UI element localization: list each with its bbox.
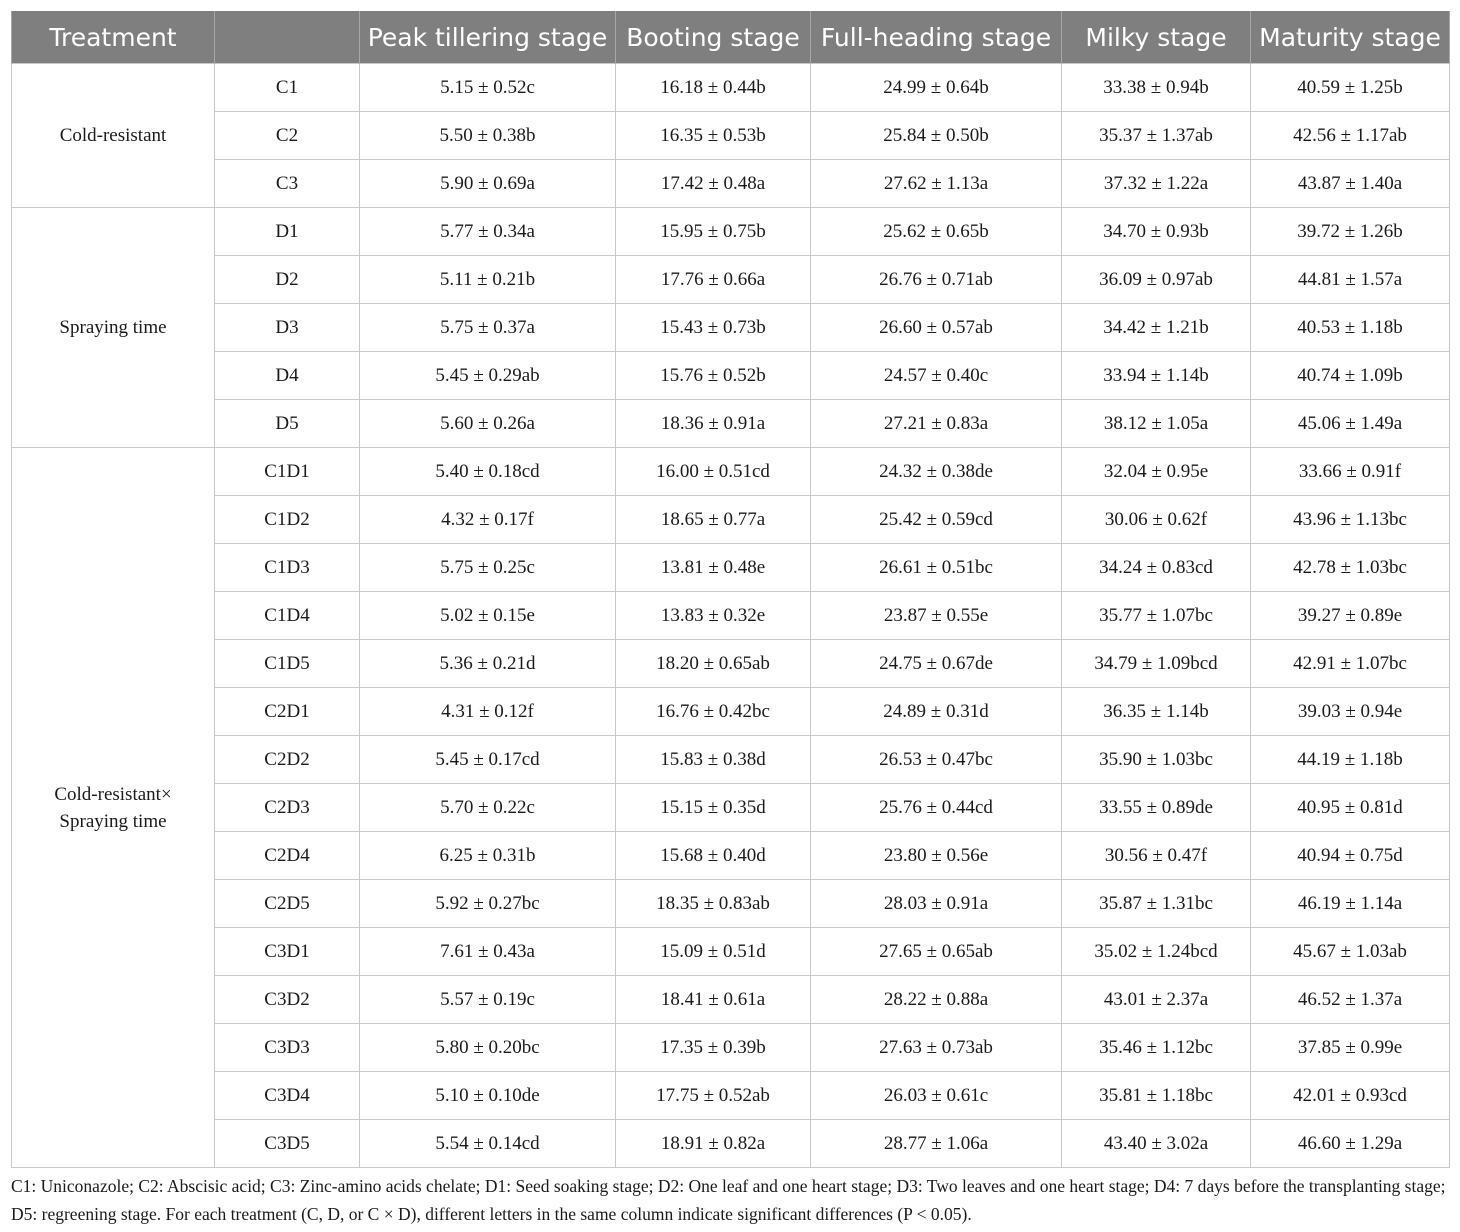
value-cell: 16.35 ± 0.53b [616,112,811,160]
value-cell: 42.56 ± 1.17ab [1251,112,1450,160]
header-full-heading: Full-heading stage [811,11,1062,64]
value-cell: 30.56 ± 0.47f [1062,832,1251,880]
table-row [12,496,1450,544]
value-cell: 26.61 ± 0.51bc [811,544,1062,592]
value-cell: 40.59 ± 1.25b [1251,64,1450,112]
value-cell: 25.62 ± 0.65b [811,208,1062,256]
value-cell: 43.40 ± 3.02a [1062,1120,1251,1168]
value-cell: 15.95 ± 0.75b [616,208,811,256]
value-cell: 28.03 ± 0.91a [811,880,1062,928]
treatment-code-cell: C1D2 [215,496,360,544]
value-cell: 28.77 ± 1.06a [811,1120,1062,1168]
value-cell: 5.50 ± 0.38b [360,112,616,160]
value-cell: 33.66 ± 0.91f [1251,448,1450,496]
value-cell: 15.76 ± 0.52b [616,352,811,400]
value-cell: 34.70 ± 0.93b [1062,208,1251,256]
value-cell: 32.04 ± 0.95e [1062,448,1251,496]
value-cell: 15.15 ± 0.35d [616,784,811,832]
value-cell: 44.19 ± 1.18b [1251,736,1450,784]
value-cell: 34.42 ± 1.21b [1062,304,1251,352]
value-cell: 39.72 ± 1.26b [1251,208,1450,256]
value-cell: 4.32 ± 0.17f [360,496,616,544]
treatment-code-cell: C3D4 [215,1072,360,1120]
value-cell: 16.76 ± 0.42bc [616,688,811,736]
value-cell: 15.83 ± 0.38d [616,736,811,784]
value-cell: 34.79 ± 1.09bcd [1062,640,1251,688]
value-cell: 5.77 ± 0.34a [360,208,616,256]
value-cell: 25.76 ± 0.44cd [811,784,1062,832]
value-cell: 13.81 ± 0.48e [616,544,811,592]
value-cell: 28.22 ± 0.88a [811,976,1062,1024]
value-cell: 5.54 ± 0.14cd [360,1120,616,1168]
value-cell: 35.81 ± 1.18bc [1062,1072,1251,1120]
treatment-group-label: Spraying time [59,317,167,338]
value-cell: 35.77 ± 1.07bc [1062,592,1251,640]
treatment-group-label: Cold-resistant [59,125,167,146]
treatment-code-cell: D3 [215,304,360,352]
value-cell: 24.89 ± 0.31d [811,688,1062,736]
value-cell: 5.75 ± 0.25c [360,544,616,592]
value-cell: 18.91 ± 0.82a [616,1120,811,1168]
value-cell: 27.62 ± 1.13a [811,160,1062,208]
treatment-code-cell: C3D2 [215,976,360,1024]
table-row [12,64,1450,112]
value-cell: 37.85 ± 0.99e [1251,1024,1450,1072]
value-cell: 34.24 ± 0.83cd [1062,544,1251,592]
treatment-code-cell: C2D5 [215,880,360,928]
table-row [12,1024,1450,1072]
treatment-code-cell: C3 [215,160,360,208]
table-row [12,352,1450,400]
value-cell: 5.92 ± 0.27bc [360,880,616,928]
value-cell: 5.45 ± 0.17cd [360,736,616,784]
value-cell: 5.70 ± 0.22c [360,784,616,832]
treatment-code-cell: C3D1 [215,928,360,976]
value-cell: 5.60 ± 0.26a [360,400,616,448]
value-cell: 27.21 ± 0.83a [811,400,1062,448]
value-cell: 38.12 ± 1.05a [1062,400,1251,448]
value-cell: 39.27 ± 0.89e [1251,592,1450,640]
value-cell: 40.95 ± 0.81d [1251,784,1450,832]
treatment-code-cell: C3D3 [215,1024,360,1072]
treatment-code-cell: C2D3 [215,784,360,832]
value-cell: 18.36 ± 0.91a [616,400,811,448]
value-cell: 24.32 ± 0.38de [811,448,1062,496]
value-cell: 5.02 ± 0.15e [360,592,616,640]
table-row [12,592,1450,640]
treatment-group-cell [12,64,215,208]
value-cell: 5.10 ± 0.10de [360,1072,616,1120]
value-cell: 40.53 ± 1.18b [1251,304,1450,352]
value-cell: 17.42 ± 0.48a [616,160,811,208]
value-cell: 15.09 ± 0.51d [616,928,811,976]
treatment-code-cell: C2 [215,112,360,160]
table-row [12,256,1450,304]
value-cell: 36.09 ± 0.97ab [1062,256,1251,304]
value-cell: 13.83 ± 0.32e [616,592,811,640]
value-cell: 18.65 ± 0.77a [616,496,811,544]
table-row [12,784,1450,832]
value-cell: 26.60 ± 0.57ab [811,304,1062,352]
treatment-group-label: Cold-resistant× [54,783,172,805]
value-cell: 35.37 ± 1.37ab [1062,112,1251,160]
value-cell: 6.25 ± 0.31b [360,832,616,880]
value-cell: 5.80 ± 0.20bc [360,1024,616,1072]
table-row [12,304,1450,352]
value-cell: 24.75 ± 0.67de [811,640,1062,688]
value-cell: 15.68 ± 0.40d [616,832,811,880]
value-cell: 35.87 ± 1.31bc [1062,880,1251,928]
value-cell: 5.11 ± 0.21b [360,256,616,304]
table-row [12,544,1450,592]
header-maturity: Maturity stage [1251,11,1450,64]
treatment-code-cell: D1 [215,208,360,256]
value-cell: 16.00 ± 0.51cd [616,448,811,496]
value-cell: 33.94 ± 1.14b [1062,352,1251,400]
treatment-code-cell: C1D5 [215,640,360,688]
header-booting: Booting stage [616,11,811,64]
treatment-code-cell: C2D2 [215,736,360,784]
table-row [12,976,1450,1024]
value-cell: 27.65 ± 0.65ab [811,928,1062,976]
header-code [215,11,360,64]
value-cell: 39.03 ± 0.94e [1251,688,1450,736]
value-cell: 17.76 ± 0.66a [616,256,811,304]
value-cell: 23.87 ± 0.55e [811,592,1062,640]
table-container [11,11,1449,1168]
value-cell: 26.53 ± 0.47bc [811,736,1062,784]
value-cell: 42.78 ± 1.03bc [1251,544,1450,592]
value-cell: 5.90 ± 0.69a [360,160,616,208]
table-row [12,1120,1450,1168]
value-cell: 46.60 ± 1.29a [1251,1120,1450,1168]
value-cell: 33.38 ± 0.94b [1062,64,1251,112]
table-row [12,880,1450,928]
value-cell: 18.35 ± 0.83ab [616,880,811,928]
value-cell: 43.01 ± 2.37a [1062,976,1251,1024]
table-row [12,736,1450,784]
value-cell: 37.32 ± 1.22a [1062,160,1251,208]
value-cell: 45.06 ± 1.49a [1251,400,1450,448]
value-cell: 5.75 ± 0.37a [360,304,616,352]
table-row [12,1072,1450,1120]
value-cell: 40.74 ± 1.09b [1251,352,1450,400]
table-row [12,112,1450,160]
value-cell: 5.45 ± 0.29ab [360,352,616,400]
table-footnote: C1: Uniconazole; C2: Abscisic acid; C3: Zinc-amino acids chelate; D1: Seed soaking stage; D2: One leaf and one heart stage; D3: Two leaves and one heart stage; D4: 7 days before the transplanting stage; D5: regreening stage. For each treatment (C, D, or C × D), different letters in the same column indicate significant differences (P < 0.05). [11,1176,1446,1224]
value-cell: 7.61 ± 0.43a [360,928,616,976]
value-cell: 33.55 ± 0.89de [1062,784,1251,832]
growth-stage-table [11,11,1450,1168]
value-cell: 35.90 ± 1.03bc [1062,736,1251,784]
value-cell: 18.41 ± 0.61a [616,976,811,1024]
value-cell: 16.18 ± 0.44b [616,64,811,112]
table-row [12,640,1450,688]
value-cell: 5.40 ± 0.18cd [360,448,616,496]
table-body [12,64,1450,1168]
value-cell: 30.06 ± 0.62f [1062,496,1251,544]
value-cell: 42.01 ± 0.93cd [1251,1072,1450,1120]
value-cell: 36.35 ± 1.14b [1062,688,1251,736]
header-row [12,11,1450,64]
table-row [12,688,1450,736]
treatment-code-cell: D5 [215,400,360,448]
treatment-code-cell: C1 [215,64,360,112]
treatment-group-cell [12,208,215,448]
value-cell: 5.57 ± 0.19c [360,976,616,1024]
value-cell: 42.91 ± 1.07bc [1251,640,1450,688]
value-cell: 4.31 ± 0.12f [360,688,616,736]
header-peak-tillering: Peak tillering stage [360,11,616,64]
value-cell: 27.63 ± 0.73ab [811,1024,1062,1072]
value-cell: 35.46 ± 1.12bc [1062,1024,1251,1072]
value-cell: 15.43 ± 0.73b [616,304,811,352]
treatment-code-cell: C1D1 [215,448,360,496]
value-cell: 40.94 ± 0.75d [1251,832,1450,880]
value-cell: 44.81 ± 1.57a [1251,256,1450,304]
value-cell: 5.36 ± 0.21d [360,640,616,688]
header-treatment: Treatment [12,11,215,64]
table-row [12,160,1450,208]
value-cell: 23.80 ± 0.56e [811,832,1062,880]
value-cell: 24.99 ± 0.64b [811,64,1062,112]
value-cell: 35.02 ± 1.24bcd [1062,928,1251,976]
value-cell: 26.03 ± 0.61c [811,1072,1062,1120]
value-cell: 17.75 ± 0.52ab [616,1072,811,1120]
treatment-code-cell: C3D5 [215,1120,360,1168]
header-milky: Milky stage [1062,11,1251,64]
value-cell: 5.15 ± 0.52c [360,64,616,112]
table-row [12,208,1450,256]
table-row [12,832,1450,880]
treatment-code-cell: C2D1 [215,688,360,736]
value-cell: 43.96 ± 1.13bc [1251,496,1450,544]
value-cell: 18.20 ± 0.65ab [616,640,811,688]
table-row [12,928,1450,976]
table-row [12,400,1450,448]
treatment-code-cell: D2 [215,256,360,304]
value-cell: 46.19 ± 1.14a [1251,880,1450,928]
treatment-group-cell [12,448,215,1168]
treatment-group-label: Spraying time [59,810,167,832]
value-cell: 45.67 ± 1.03ab [1251,928,1450,976]
value-cell: 24.57 ± 0.40c [811,352,1062,400]
value-cell: 46.52 ± 1.37a [1251,976,1450,1024]
treatment-code-cell: C1D4 [215,592,360,640]
treatment-code-cell: C1D3 [215,544,360,592]
value-cell: 26.76 ± 0.71ab [811,256,1062,304]
value-cell: 17.35 ± 0.39b [616,1024,811,1072]
value-cell: 43.87 ± 1.40a [1251,160,1450,208]
treatment-code-cell: D4 [215,352,360,400]
table-row [12,448,1450,496]
value-cell: 25.84 ± 0.50b [811,112,1062,160]
treatment-code-cell: C2D4 [215,832,360,880]
value-cell: 25.42 ± 0.59cd [811,496,1062,544]
